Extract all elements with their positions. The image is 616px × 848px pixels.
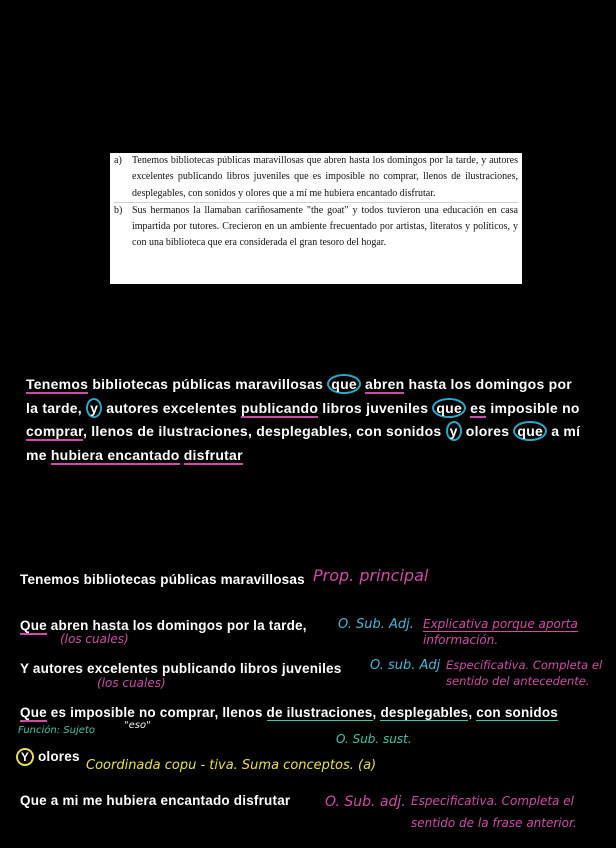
analysis-line-4 [20, 705, 558, 720]
verb-underline: abren [365, 376, 405, 392]
clause-text: Que a mi me hubiera encantado disfrutar [20, 793, 291, 808]
complement-underline: de ilustraciones [266, 705, 373, 720]
clause-explain-note: información. [423, 633, 499, 647]
relative-circle: que [513, 421, 547, 441]
clause-explain-note: sentido de la frase anterior. [411, 816, 577, 830]
conjunction-circle: y [446, 421, 462, 441]
plain-text: , llenos de ilustraciones, desplegables, con sonidos [83, 423, 446, 439]
analysis-line-1 [20, 572, 305, 587]
clause-type-note: O. Sub. sust. [336, 732, 412, 746]
conjunction-circle: Y [16, 748, 34, 766]
analysis-line-3 [20, 661, 341, 676]
clause-text: , [468, 705, 477, 720]
clause-text: abren hasta los domingos por la tarde, [46, 618, 307, 633]
function-note: Función: Sujeto [18, 725, 95, 736]
annotated-paragraph [26, 373, 586, 467]
verb-underline: hubiera encantado [50, 446, 180, 463]
example-text: Sus hermanos la llamaban cariñosamente "the goat" y todos tuvieron una educación en casa impartida por tutores. Crecieron en un ambiente frecuentado por artistas, literatos y políticos, y con una biblioteca que era considerada el gran tesoro del hogar. [132, 204, 518, 249]
complement-underline: desplegables [380, 705, 469, 720]
paraphrase-note: (los cuales) [97, 676, 166, 690]
paraphrase-note: (los cuales) [60, 632, 129, 646]
clause-text: Tenemos bibliotecas públicas maravillosas [20, 572, 305, 587]
substitute-note: "eso" [124, 720, 151, 731]
relative-underline: Que [20, 705, 47, 720]
clause-text: es imposible no comprar, llenos [46, 705, 267, 720]
clause-text: Y autores excelentes publicando libros juveniles [20, 661, 342, 676]
plain-text: olores [461, 423, 514, 439]
verb-underline: disfrutar [183, 446, 243, 463]
relative-circle: que [327, 374, 361, 394]
plain-text: hasta los domingos por la tarde, [26, 376, 572, 416]
complement-underline: con sonidos [476, 705, 558, 720]
clause-explain-note: Explicativa porque aporta [423, 617, 578, 631]
plain-text: libros juveniles [318, 399, 433, 416]
analysis-line-2 [20, 618, 307, 633]
clause-explain-note: Especificativa. Completa el [411, 794, 574, 808]
relative-circle: que [432, 398, 466, 418]
plain-text: autores excelentes [102, 399, 241, 416]
clause-note: Prop. principal [313, 566, 429, 585]
verb-underline: Tenemos [26, 376, 89, 392]
clause-text: , [372, 705, 381, 720]
analysis-line-6 [20, 793, 290, 808]
plain-text: bibliotecas públicas maravillosas [88, 376, 328, 392]
clause-type-note: O. Sub. Adj. [338, 617, 414, 632]
clause-explain-note: Especificativa. Completa el [446, 658, 603, 672]
plain-text: imposible no [486, 399, 580, 416]
analysis-line-5 [16, 748, 80, 766]
clause-note: Coordinada copu - tiva. Suma conceptos. (a) [86, 758, 377, 773]
example-a [114, 153, 518, 203]
relative-underline: Que [20, 618, 47, 633]
conjunction-circle: y [86, 398, 102, 418]
example-text: Tenemos bibliotecas públicas maravillosas que abren hasta los domingos por la tarde, y autores excelentes publicando libros juveniles que es imposible no comprar, llenos de ilustraciones, desplegables, con sonidos y olores que a mí me hubiera encantado disfrutar. [132, 155, 518, 199]
plain-text: a mí me [26, 423, 581, 463]
source-text-box [110, 153, 522, 284]
verb-underline: es [470, 399, 487, 416]
verb-underline: comprar [26, 423, 83, 439]
clause-explain-note: sentido del antecedente. [446, 674, 590, 688]
clause-type-note: O. sub. Adj [370, 658, 441, 673]
verb-underline: publicando [241, 399, 319, 416]
clause-type-note: O. Sub. adj. [325, 794, 406, 810]
example-letter: a) [114, 155, 122, 166]
example-letter: b) [114, 204, 123, 216]
clause-text: olores [34, 749, 80, 764]
example-b [114, 203, 518, 252]
